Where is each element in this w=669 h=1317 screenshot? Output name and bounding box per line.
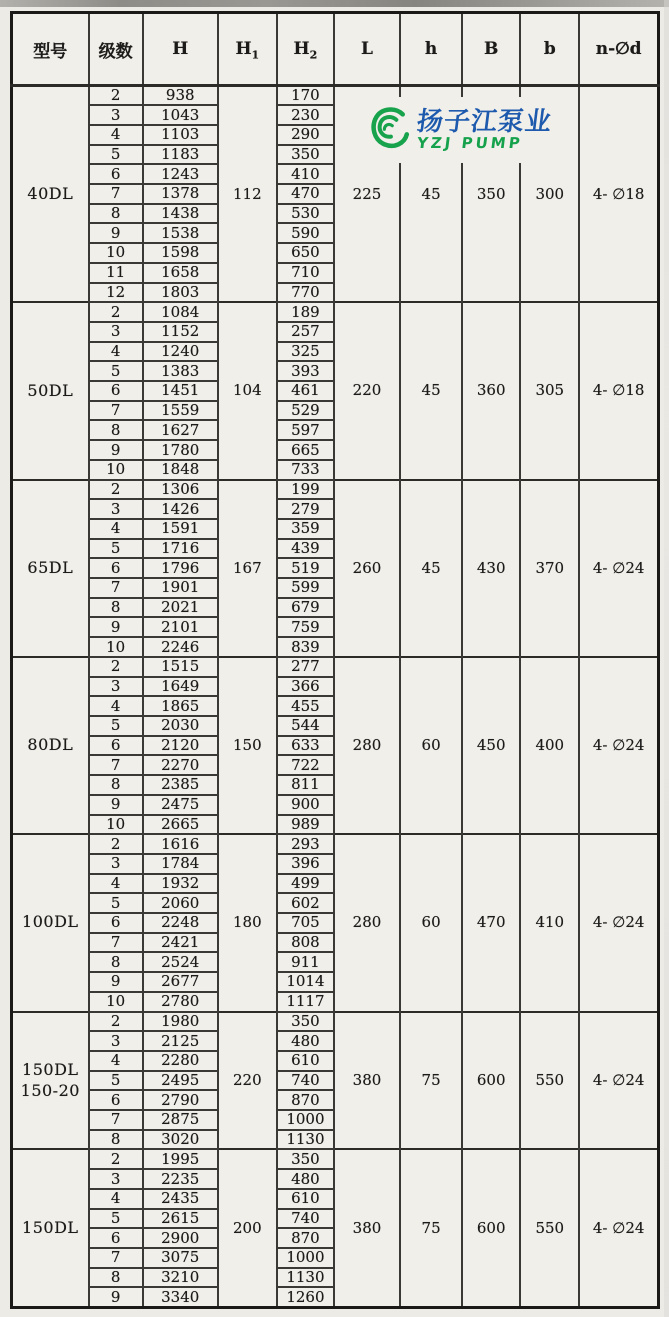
L-cell: 380 xyxy=(334,1012,400,1150)
H-cell: 1865 xyxy=(143,696,218,716)
H1-cell: 112 xyxy=(218,86,277,303)
H-cell: 1183 xyxy=(143,145,218,165)
H2-cell: 439 xyxy=(277,539,334,559)
stage-cell: 6 xyxy=(89,913,143,933)
H1-cell: 167 xyxy=(218,480,277,657)
H-cell: 1932 xyxy=(143,874,218,894)
stage-cell: 6 xyxy=(89,1228,143,1248)
yzj-pump-logo xyxy=(366,97,560,163)
H-cell: 2475 xyxy=(143,795,218,815)
stage-cell: 5 xyxy=(89,716,143,736)
stage-cell: 8 xyxy=(89,598,143,618)
col-header-h: h xyxy=(400,13,462,86)
model-cell: 100DL xyxy=(12,834,89,1011)
scan-top-edge xyxy=(0,0,669,7)
H-cell: 1901 xyxy=(143,578,218,598)
swirl-icon xyxy=(370,106,410,154)
stage-cell: 4 xyxy=(89,519,143,539)
H-cell: 1649 xyxy=(143,677,218,697)
H-cell: 2900 xyxy=(143,1228,218,1248)
H-cell: 2524 xyxy=(143,952,218,972)
H-cell: 1995 xyxy=(143,1149,218,1169)
stage-cell: 5 xyxy=(89,361,143,381)
H2-cell: 650 xyxy=(277,243,334,263)
H2-cell: 529 xyxy=(277,401,334,421)
H-cell: 1306 xyxy=(143,480,218,500)
stage-cell: 5 xyxy=(89,1209,143,1229)
H-cell: 1616 xyxy=(143,834,218,854)
H2-cell: 1000 xyxy=(277,1248,334,1268)
col-header-H1: $H_1$ xyxy=(218,13,277,86)
B-cell: 470 xyxy=(462,834,520,1011)
B-cell: 600 xyxy=(462,1012,520,1150)
stage-cell: 6 xyxy=(89,736,143,756)
stage-cell: 9 xyxy=(89,972,143,992)
h-cell: 45 xyxy=(400,302,462,479)
H-cell: 1438 xyxy=(143,204,218,224)
H-cell: 1103 xyxy=(143,125,218,145)
H2-cell: 705 xyxy=(277,913,334,933)
nd-cell: 4- ∅24 xyxy=(579,834,658,1011)
table-row xyxy=(12,86,659,106)
H2-cell: 470 xyxy=(277,184,334,204)
H2-cell: 455 xyxy=(277,696,334,716)
H-cell: 2125 xyxy=(143,1031,218,1051)
H2-cell: 710 xyxy=(277,263,334,283)
stage-cell: 3 xyxy=(89,1169,143,1189)
H2-cell: 359 xyxy=(277,519,334,539)
stage-cell: 4 xyxy=(89,125,143,145)
H-cell: 2665 xyxy=(143,815,218,835)
H-cell: 1848 xyxy=(143,460,218,480)
H2-cell: 350 xyxy=(277,1012,334,1032)
stage-cell: 7 xyxy=(89,401,143,421)
h-cell: 45 xyxy=(400,86,462,303)
stage-cell: 10 xyxy=(89,992,143,1012)
H2-cell: 633 xyxy=(277,736,334,756)
H-cell: 1538 xyxy=(143,223,218,243)
H-cell: 1591 xyxy=(143,519,218,539)
H-cell: 1515 xyxy=(143,657,218,677)
stage-cell: 2 xyxy=(89,86,143,106)
h-cell: 75 xyxy=(400,1012,462,1150)
H-cell: 1383 xyxy=(143,361,218,381)
stage-cell: 3 xyxy=(89,854,143,874)
H2-cell: 610 xyxy=(277,1051,334,1071)
H2-cell: 350 xyxy=(277,1149,334,1169)
H2-cell: 590 xyxy=(277,223,334,243)
H2-cell: 870 xyxy=(277,1090,334,1110)
L-cell: 220 xyxy=(334,302,400,479)
H2-cell: 1014 xyxy=(277,972,334,992)
H2-cell: 325 xyxy=(277,342,334,362)
H2-cell: 900 xyxy=(277,795,334,815)
H2-cell: 293 xyxy=(277,834,334,854)
model-cell: 150DL 150-20 xyxy=(12,1012,89,1150)
H-cell: 1598 xyxy=(143,243,218,263)
stage-cell: 8 xyxy=(89,952,143,972)
H2-cell: 480 xyxy=(277,1031,334,1051)
stage-cell: 7 xyxy=(89,1248,143,1268)
H-cell: 1980 xyxy=(143,1012,218,1032)
stage-cell: 10 xyxy=(89,460,143,480)
stage-cell: 8 xyxy=(89,420,143,440)
H2-cell: 189 xyxy=(277,302,334,322)
B-cell: 450 xyxy=(462,657,520,834)
stage-cell: 2 xyxy=(89,302,143,322)
h-cell: 45 xyxy=(400,480,462,657)
table-row xyxy=(12,834,659,854)
header-row xyxy=(12,13,659,86)
col-header-H: H xyxy=(143,13,218,86)
H-cell: 2780 xyxy=(143,992,218,1012)
H-cell: 1780 xyxy=(143,440,218,460)
stage-cell: 6 xyxy=(89,164,143,184)
H-cell: 3020 xyxy=(143,1130,218,1150)
H-cell: 1084 xyxy=(143,302,218,322)
H2-cell: 499 xyxy=(277,874,334,894)
H2-cell: 808 xyxy=(277,933,334,953)
H1-cell: 180 xyxy=(218,834,277,1011)
nd-cell: 4- ∅18 xyxy=(579,86,658,303)
H2-cell: 679 xyxy=(277,598,334,618)
H2-cell: 257 xyxy=(277,322,334,342)
H-cell: 1451 xyxy=(143,381,218,401)
H-cell: 1627 xyxy=(143,420,218,440)
stage-cell: 9 xyxy=(89,795,143,815)
col-header-H2: $H_2$ xyxy=(277,13,334,86)
stage-cell: 10 xyxy=(89,637,143,657)
H-cell: 1796 xyxy=(143,558,218,578)
nd-cell: 4- ∅24 xyxy=(579,657,658,834)
nd-cell: 4- ∅24 xyxy=(579,1012,658,1150)
H-cell: 2677 xyxy=(143,972,218,992)
H2-cell: 544 xyxy=(277,716,334,736)
H-cell: 2120 xyxy=(143,736,218,756)
H-cell: 3340 xyxy=(143,1287,218,1307)
H2-cell: 665 xyxy=(277,440,334,460)
H2-cell: 1260 xyxy=(277,1287,334,1307)
H-cell: 1716 xyxy=(143,539,218,559)
stage-cell: 4 xyxy=(89,1051,143,1071)
col-header-stages: 级数 xyxy=(89,13,143,86)
L-cell: 380 xyxy=(334,1149,400,1307)
b-cell: 400 xyxy=(520,657,579,834)
stage-cell: 7 xyxy=(89,755,143,775)
B-cell: 600 xyxy=(462,1149,520,1307)
H-cell: 1043 xyxy=(143,105,218,125)
stage-cell: 4 xyxy=(89,696,143,716)
H-cell: 2101 xyxy=(143,617,218,637)
H-cell: 1803 xyxy=(143,283,218,303)
H-cell: 2030 xyxy=(143,716,218,736)
logo-latin-name: YZJ PUMP xyxy=(415,134,524,152)
stage-cell: 2 xyxy=(89,657,143,677)
stage-cell: 5 xyxy=(89,539,143,559)
b-cell: 370 xyxy=(520,480,579,657)
stage-cell: 5 xyxy=(89,145,143,165)
H-cell: 1152 xyxy=(143,322,218,342)
stage-cell: 10 xyxy=(89,243,143,263)
H2-cell: 811 xyxy=(277,775,334,795)
H-cell: 2495 xyxy=(143,1071,218,1091)
table-header xyxy=(12,13,659,86)
stage-cell: 3 xyxy=(89,677,143,697)
H2-cell: 1000 xyxy=(277,1110,334,1130)
H2-cell: 393 xyxy=(277,361,334,381)
stage-cell: 9 xyxy=(89,223,143,243)
H1-cell: 104 xyxy=(218,302,277,479)
table-row xyxy=(12,302,659,322)
H1-cell: 150 xyxy=(218,657,277,834)
H2-cell: 461 xyxy=(277,381,334,401)
col-header-model: 型号 xyxy=(12,13,89,86)
H2-cell: 602 xyxy=(277,893,334,913)
nd-cell: 4- ∅18 xyxy=(579,302,658,479)
H2-cell: 911 xyxy=(277,952,334,972)
stage-cell: 6 xyxy=(89,381,143,401)
H2-cell: 610 xyxy=(277,1189,334,1209)
H2-cell: 770 xyxy=(277,283,334,303)
H2-cell: 170 xyxy=(277,86,334,106)
H-cell: 938 xyxy=(143,86,218,106)
col-header-B: B xyxy=(462,13,520,86)
stage-cell: 2 xyxy=(89,1149,143,1169)
H2-cell: 722 xyxy=(277,755,334,775)
H-cell: 2790 xyxy=(143,1090,218,1110)
col-header-L: L xyxy=(334,13,400,86)
nd-cell: 4- ∅24 xyxy=(579,1149,658,1307)
stage-cell: 2 xyxy=(89,834,143,854)
logo-text xyxy=(417,109,552,151)
H-cell: 2615 xyxy=(143,1209,218,1229)
H2-cell: 277 xyxy=(277,657,334,677)
stage-cell: 9 xyxy=(89,1287,143,1307)
L-cell: 280 xyxy=(334,834,400,1011)
H-cell: 2280 xyxy=(143,1051,218,1071)
H-cell: 2421 xyxy=(143,933,218,953)
model-cell: 80DL xyxy=(12,657,89,834)
stage-cell: 4 xyxy=(89,874,143,894)
H2-cell: 740 xyxy=(277,1071,334,1091)
H-cell: 3210 xyxy=(143,1268,218,1288)
B-cell: 360 xyxy=(462,302,520,479)
stage-cell: 12 xyxy=(89,283,143,303)
H2-cell: 350 xyxy=(277,145,334,165)
H2-cell: 279 xyxy=(277,499,334,519)
stage-cell: 9 xyxy=(89,440,143,460)
H2-cell: 597 xyxy=(277,420,334,440)
H-cell: 2875 xyxy=(143,1110,218,1130)
table-row xyxy=(12,480,659,500)
stage-cell: 7 xyxy=(89,1110,143,1130)
b-cell: 300 xyxy=(520,86,579,303)
stage-cell: 9 xyxy=(89,617,143,637)
model-cell: 150DL xyxy=(12,1149,89,1307)
nd-cell: 4- ∅24 xyxy=(579,480,658,657)
stage-cell: 3 xyxy=(89,322,143,342)
H2-cell: 1117 xyxy=(277,992,334,1012)
stage-cell: 5 xyxy=(89,1071,143,1091)
stage-cell: 2 xyxy=(89,1012,143,1032)
H2-cell: 290 xyxy=(277,125,334,145)
H-cell: 1378 xyxy=(143,184,218,204)
stage-cell: 6 xyxy=(89,1090,143,1110)
scan-right-edge xyxy=(664,0,669,1317)
B-cell: 430 xyxy=(462,480,520,657)
stage-cell: 8 xyxy=(89,1268,143,1288)
H2-cell: 396 xyxy=(277,854,334,874)
H2-cell: 230 xyxy=(277,105,334,125)
H-cell: 2435 xyxy=(143,1189,218,1209)
stage-cell: 8 xyxy=(89,204,143,224)
L-cell: 260 xyxy=(334,480,400,657)
H-cell: 1784 xyxy=(143,854,218,874)
H-cell: 1559 xyxy=(143,401,218,421)
H2-cell: 989 xyxy=(277,815,334,835)
H-cell: 1658 xyxy=(143,263,218,283)
table-body xyxy=(12,86,659,1308)
H-cell: 1243 xyxy=(143,164,218,184)
H-cell: 2060 xyxy=(143,893,218,913)
h-cell: 75 xyxy=(400,1149,462,1307)
h-cell: 60 xyxy=(400,657,462,834)
H-cell: 1240 xyxy=(143,342,218,362)
H2-cell: 519 xyxy=(277,558,334,578)
stage-cell: 3 xyxy=(89,1031,143,1051)
H2-cell: 1130 xyxy=(277,1268,334,1288)
b-cell: 305 xyxy=(520,302,579,479)
stage-cell: 6 xyxy=(89,558,143,578)
H-cell: 2246 xyxy=(143,637,218,657)
L-cell: 280 xyxy=(334,657,400,834)
H2-cell: 1130 xyxy=(277,1130,334,1150)
H2-cell: 410 xyxy=(277,164,334,184)
L-cell: 225 xyxy=(334,86,400,303)
H2-cell: 759 xyxy=(277,617,334,637)
table-row xyxy=(12,1012,659,1032)
H2-cell: 480 xyxy=(277,1169,334,1189)
H-cell: 2021 xyxy=(143,598,218,618)
b-cell: 410 xyxy=(520,834,579,1011)
B-cell: 350 xyxy=(462,86,520,303)
H2-cell: 366 xyxy=(277,677,334,697)
stage-cell: 7 xyxy=(89,184,143,204)
H-cell: 1426 xyxy=(143,499,218,519)
H1-cell: 220 xyxy=(218,1012,277,1150)
stage-cell: 8 xyxy=(89,775,143,795)
table-row xyxy=(12,1149,659,1169)
stage-cell: 10 xyxy=(89,815,143,835)
stage-cell: 4 xyxy=(89,1189,143,1209)
stage-cell: 7 xyxy=(89,933,143,953)
stage-cell: 11 xyxy=(89,263,143,283)
b-cell: 550 xyxy=(520,1012,579,1150)
logo-chinese-name: 扬子江泵业 xyxy=(415,107,554,137)
H-cell: 2235 xyxy=(143,1169,218,1189)
H2-cell: 839 xyxy=(277,637,334,657)
stage-cell: 2 xyxy=(89,480,143,500)
col-header-b: b xyxy=(520,13,579,86)
table-row xyxy=(12,657,659,677)
H2-cell: 733 xyxy=(277,460,334,480)
H-cell: 2248 xyxy=(143,913,218,933)
col-header-nd: n-∅d xyxy=(579,13,658,86)
b-cell: 550 xyxy=(520,1149,579,1307)
model-cell: 40DL xyxy=(12,86,89,303)
model-cell: 65DL xyxy=(12,480,89,657)
H-cell: 2270 xyxy=(143,755,218,775)
H1-cell: 200 xyxy=(218,1149,277,1307)
stage-cell: 5 xyxy=(89,893,143,913)
stage-cell: 7 xyxy=(89,578,143,598)
H2-cell: 740 xyxy=(277,1209,334,1229)
H2-cell: 199 xyxy=(277,480,334,500)
stage-cell: 3 xyxy=(89,105,143,125)
spec-table xyxy=(10,11,660,1309)
stage-cell: 8 xyxy=(89,1130,143,1150)
model-cell: 50DL xyxy=(12,302,89,479)
H2-cell: 599 xyxy=(277,578,334,598)
H-cell: 2385 xyxy=(143,775,218,795)
h-cell: 60 xyxy=(400,834,462,1011)
H-cell: 3075 xyxy=(143,1248,218,1268)
stage-cell: 4 xyxy=(89,342,143,362)
stage-cell: 3 xyxy=(89,499,143,519)
H2-cell: 530 xyxy=(277,204,334,224)
H2-cell: 870 xyxy=(277,1228,334,1248)
